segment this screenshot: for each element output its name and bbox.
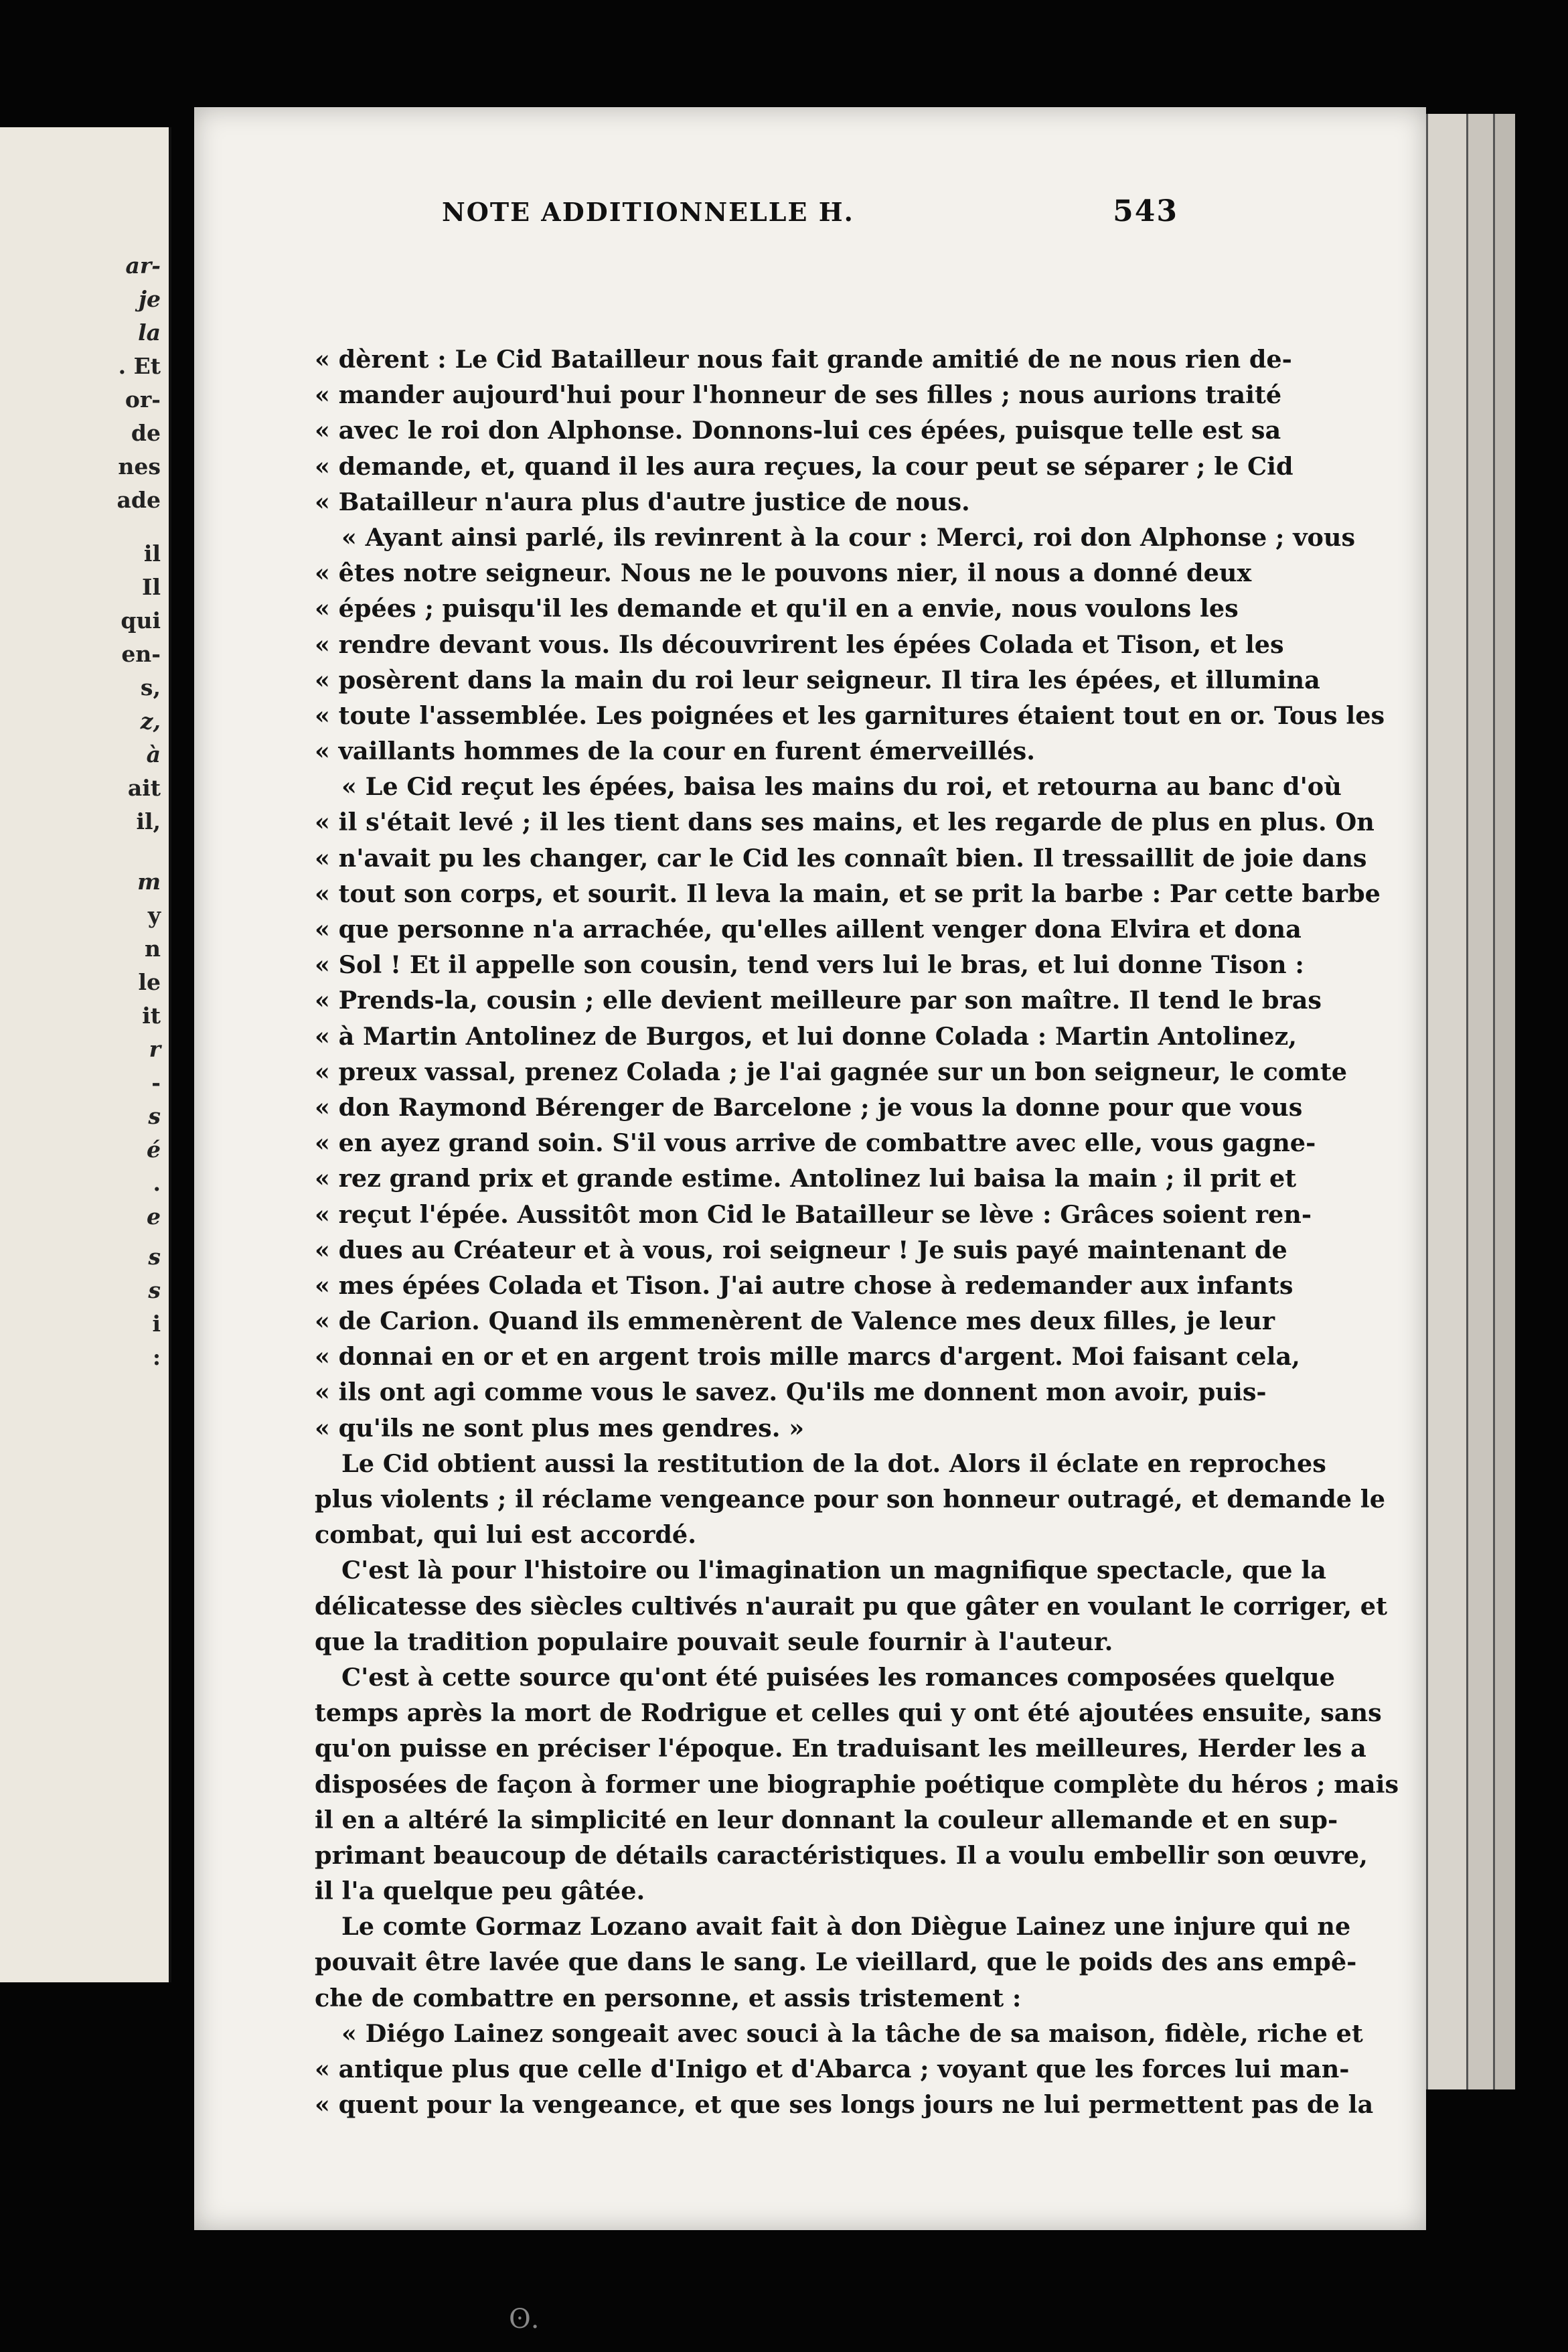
left-page-text-fragment: ar- (125, 252, 161, 279)
body-text (315, 342, 1399, 2122)
text-line: « dues au Créateur et à vous, roi seigneur ! Je suis payé maintenant de (315, 1235, 1287, 1264)
left-page-text-fragment: le (138, 969, 161, 995)
left-page-text-fragment: à (146, 741, 161, 767)
text-line: « quent pour la vengeance, et que ses longs jours ne lui permettent pas de la (315, 2090, 1374, 2120)
left-page-text-fragment: je (139, 286, 161, 312)
left-page-text-fragment: la (138, 319, 161, 346)
left-page-text-fragment: it (142, 1003, 161, 1029)
left-page-text-fragment: ait (127, 775, 161, 801)
text-line: « il s'était levé ; il les tient dans ses mains, et les regarde de plus en plus. On (315, 808, 1375, 837)
left-page-text-fragment: Il (142, 574, 161, 600)
left-page-text-fragment: s (148, 1244, 161, 1270)
text-line: « Diégo Lainez songeait avec souci à la tâche de sa maison, fidèle, riche et (341, 2018, 1363, 2048)
text-line: « n'avait pu les changer, car le Cid les connaît bien. Il tressaillit de joie dans (315, 843, 1367, 873)
text-line: « de Carion. Quand ils emmenèrent de Valence mes deux filles, je leur (315, 1307, 1275, 1336)
left-page-text-fragment: e (147, 1203, 161, 1230)
text-line: « toute l'assemblée. Les poignées et les garnitures étaient tout en or. Tous les (315, 701, 1385, 730)
text-line: délicatesse des siècles cultivés n'aurait pu que gâter en voulant le corriger, et (315, 1591, 1387, 1621)
text-line: « qu'ils ne sont plus mes gendres. » (315, 1413, 805, 1443)
running-title: NOTE ADDITIONNELLE H. (442, 197, 854, 227)
text-line: « reçut l'épée. Aussitôt mon Cid le Batailleur se lève : Grâces soient ren- (315, 1199, 1312, 1229)
left-page-text-fragment: nes (118, 453, 161, 480)
left-page-text-fragment: il, (136, 808, 161, 834)
text-line: « Sol ! Et il appelle son cousin, tend vers lui le bras, et lui donne Tison : (315, 950, 1304, 980)
text-line: Le Cid obtient aussi la restitution de la dot. Alors il éclate en reproches (341, 1449, 1326, 1478)
text-line: combat, qui lui est accordé. (315, 1520, 696, 1550)
text-line: « antique plus que celle d'Inigo et d'Abarca ; voyant que les forces lui man- (315, 2055, 1350, 2083)
left-page-text-fragment: en- (121, 641, 161, 667)
left-page-text-fragment: z, (140, 708, 161, 734)
text-line: « rendre devant vous. Ils découvrirent les épées Colada et Tison, et les (315, 630, 1284, 659)
text-line: « posèrent dans la main du roi leur seigneur. Il tira les épées, et illumina (315, 665, 1320, 694)
text-line: « êtes notre seigneur. Nous ne le pouvons nier, il nous a donné deux (315, 559, 1252, 588)
text-line: « Batailleur n'aura plus d'autre justice de nous. (315, 487, 970, 516)
page-edge (1466, 114, 1495, 2089)
left-page-text-fragment: r (149, 1036, 161, 1062)
text-line: il en a altéré la simplicité en leur donnant la couleur allemande et en sup- (315, 1805, 1338, 1834)
text-line: che de combattre en personne, et assis tristement : (315, 1983, 1022, 2012)
text-line: « en ayez grand soin. S'il vous arrive de combattre avec elle, vous gagne- (315, 1128, 1316, 1158)
text-line: qu'on puisse en préciser l'époque. En traduisant les meilleures, Herder les a (315, 1734, 1366, 1763)
text-line: « ils ont agi comme vous le savez. Qu'ils me donnent mon avoir, puis- (315, 1378, 1267, 1407)
text-line: temps après la mort de Rodrigue et celles qui y ont été ajoutées ensuite, sans (315, 1698, 1382, 1728)
text-line: « donnai en or et en argent trois mille marcs d'argent. Moi faisant cela, (315, 1342, 1300, 1372)
text-line: « don Raymond Bérenger de Barcelone ; je vous la donne pour que vous (315, 1092, 1303, 1122)
text-line: « mander aujourd'hui pour l'honneur de ses filles ; nous aurions traité (315, 380, 1282, 410)
left-page-text-fragment: y (147, 902, 161, 928)
page-edge (1426, 114, 1468, 2089)
bottom-mark: ʘ. (509, 2304, 540, 2335)
text-line: « Prends-la, cousin ; elle devient meilleure par son maître. Il tend le bras (315, 986, 1322, 1015)
text-line: « épées ; puisqu'il les demande et qu'il en a envie, nous voulons les (315, 594, 1239, 623)
text-line: « vaillants hommes de la cour en furent émerveillés. (315, 737, 1035, 766)
left-facing-page (0, 127, 171, 1982)
text-line: C'est à cette source qu'ont été puisées les romances composées quelque (341, 1662, 1336, 1692)
text-line: « Le Cid reçut les épées, baisa les mains du roi, et retourna au banc d'où (341, 772, 1342, 802)
left-page-text-fragment: s, (140, 674, 161, 701)
text-line: pouvait être lavée que dans le sang. Le vieillard, que le poids des ans empê- (315, 1947, 1357, 1977)
left-page-text-fragment: n (145, 936, 161, 962)
text-line: « preux vassal, prenez Colada ; je l'ai gagnée sur un bon seigneur, le comte (315, 1057, 1348, 1086)
left-page-text-fragment: il (143, 540, 161, 567)
text-line: que la tradition populaire pouvait seule fournir à l'auteur. (315, 1627, 1113, 1656)
left-page-text-fragment: de (131, 420, 161, 446)
text-line: « rez grand prix et grande estime. Antolinez lui baisa la main ; il prit et (315, 1164, 1297, 1193)
left-page-text-fragment: or- (125, 386, 161, 413)
left-page-text-fragment: . (153, 1170, 161, 1196)
left-page-text-fragment: qui (121, 607, 161, 634)
text-line: « tout son corps, et sourit. Il leva la main, et se prit la barbe : Par cette barbe (315, 879, 1381, 908)
text-line: « que personne n'a arrachée, qu'elles aillent venger dona Elvira et dona (315, 915, 1302, 944)
text-line: primant beaucoup de détails caractéristiques. Il a voulu embellir son œuvre, (315, 1840, 1368, 1870)
running-head (375, 194, 1178, 228)
text-line: plus violents ; il réclame vengeance pour son honneur outragé, et demande le (315, 1485, 1385, 1514)
text-line: « avec le roi don Alphonse. Donnons-lui ces épées, puisque telle est sa (315, 416, 1281, 445)
left-page-text-fragment: m (137, 869, 161, 895)
text-line: « mes épées Colada et Tison. J'ai autre chose à redemander aux infants (315, 1270, 1293, 1300)
text-line: Le comte Gormaz Lozano avait fait à don Diègue Lainez une injure qui ne (341, 1912, 1351, 1941)
text-line: « demande, et, quand il les aura reçues, la cour peut se séparer ; le Cid (315, 451, 1293, 481)
left-page-text-fragment: - (151, 1070, 161, 1096)
page-number: 543 (1113, 194, 1178, 228)
text-line: C'est là pour l'histoire ou l'imagination un magnifique spectacle, que la (341, 1556, 1326, 1585)
text-line: disposées de façon à former une biographie poétique complète du héros ; mais (315, 1769, 1399, 1799)
left-page-text-fragment: ade (116, 487, 161, 513)
text-line: « à Martin Antolinez de Burgos, et lui donne Colada : Martin Antolinez, (315, 1021, 1298, 1051)
page-edge (1493, 114, 1515, 2089)
left-page-text-fragment: : (152, 1344, 161, 1370)
text-line: « Ayant ainsi parlé, ils revinrent à la cour : Merci, roi don Alphonse ; vous (341, 522, 1356, 552)
left-page-text-fragment: é (147, 1136, 161, 1163)
left-page-text-fragment: i (152, 1311, 161, 1337)
left-page-text-fragment: . Et (118, 353, 161, 379)
text-line: il l'a quelque peu gâtée. (315, 1877, 645, 1906)
left-page-text-fragment: s (148, 1103, 161, 1129)
left-page-text-fragment: s (148, 1277, 161, 1303)
text-line: « dèrent : Le Cid Batailleur nous fait grande amitié de ne nous rien de- (315, 345, 1292, 374)
